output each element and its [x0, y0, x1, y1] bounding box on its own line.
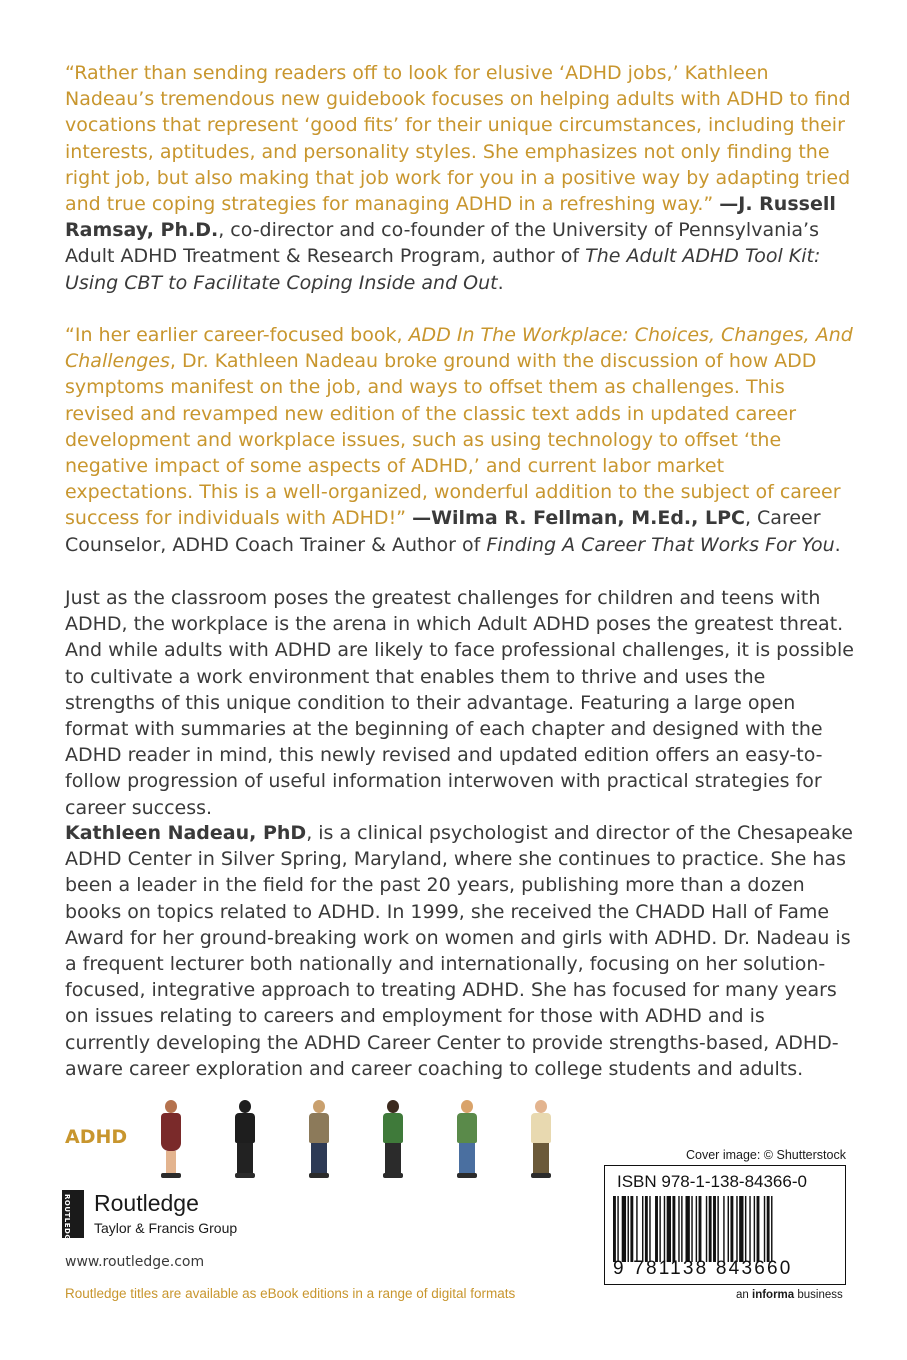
routledge-logo: [62, 1190, 262, 1246]
barcode-bar: [681, 1196, 682, 1262]
barcode-number: 9 781138 843660: [613, 1258, 793, 1279]
barcode-bar: [754, 1196, 755, 1262]
category-label: ADHD: [65, 1126, 128, 1148]
barcode-bar: [636, 1196, 637, 1262]
barcode-bar: [617, 1196, 618, 1262]
barcode-bar: [667, 1196, 671, 1262]
barcode-bar: [739, 1196, 743, 1262]
quote-affiliation: , co-director and co-founder of the University of Pennsylvania’s Adult ADHD Treatment & Research Program, author of: [65, 219, 819, 268]
barcode-bar: [767, 1196, 770, 1262]
author-bio: [65, 820, 855, 1082]
barcode-bar: [678, 1196, 679, 1262]
person-figure: [306, 1100, 332, 1180]
barcode-bar: [706, 1196, 707, 1262]
informa-note: an informa business: [736, 1289, 843, 1301]
barcode-bar: [672, 1196, 675, 1262]
barcode-bar: [628, 1196, 629, 1262]
barcode-bar: [723, 1196, 724, 1262]
isbn-barcode: [604, 1165, 846, 1285]
publisher-group: Taylor & Francis Group: [94, 1220, 238, 1236]
quote-book-title: Finding A Career That Works For You: [486, 533, 835, 556]
quote-earlier-book: ADD In The Workplace: Choices, Changes, And Challenges: [65, 324, 853, 373]
barcode-bar: [642, 1196, 643, 1262]
review-quote-ramsay: “Rather than sending readers off to look for elusive ‘ADHD jobs,’ Kathleen Nadeau’s tremendous new guidebook focuses on helping adults with ADHD to find vocations that represent ‘good fits’ for their unique circumstances, including their interests, aptitudes, and personality styles. She emphasizes not only finding the right job, but also making that job work for you in a positive way by adapting tried and true coping strategies for managing ADHD in a refreshing way.” —J. Russell Ramsay, Ph.D., co-director and co-founder of the University of Pennsylvania’s Adult ADHD Treatment & Research Program, author of The Adult ADHD Tool Kit: Using CBT to Facilitate Coping Inside and Out.: [65, 62, 851, 294]
barcode-bars: [611, 1196, 839, 1262]
barcode-bar: [613, 1196, 616, 1262]
ebook-note: Routledge titles are available as eBook editions in a range of digital formats: [65, 1286, 516, 1301]
barcode-bar: [757, 1196, 760, 1262]
barcode-bar: [664, 1196, 665, 1262]
barcode-bar: [686, 1196, 690, 1262]
barcode-bar: [736, 1196, 737, 1262]
barcode-bar: [764, 1196, 765, 1262]
isbn-label: ISBN 978-1-138-84366-0: [617, 1172, 807, 1191]
publisher-url: www.routledge.com: [65, 1254, 205, 1270]
barcode-bar: [745, 1196, 746, 1262]
person-figure: [454, 1100, 480, 1180]
book-description: Just as the classroom poses the greatest challenges for children and teens with ADHD, the workplace is the arena in which Adult ADHD poses the greatest threat. And while adults with ADHD are likely to face professional challenges, it is possible to cultivate a work environment that enables them to thrive and uses the strengths of this unique condition to their advantage. Featuring a large open format with summaries at the beginning of each chapter and designed with the ADHD reader in mind, this newly revised and updated edition offers an easy-to-follow progression of useful information interwoven with practical strategies for career success.: [65, 587, 854, 819]
barcode-bar: [645, 1196, 648, 1262]
quote-book-title: The Adult ADHD Tool Kit: Using CBT to Facilitate Coping Inside and Out: [65, 245, 821, 294]
quote-affiliation: , Career Counselor, ADHD Coach Trainer & Author of: [65, 507, 821, 556]
publisher-name: Routledge: [94, 1190, 199, 1216]
quote-attribution: —Wilma R. Fellman, M.Ed., LPC: [412, 507, 745, 530]
review-quote-fellman: “In her earlier career-focused book, ADD In The Workplace: Choices, Changes, And Challenges, Dr. Kathleen Nadeau broke ground with the discussion of how ADD symptoms manifest on the job, and ways to offset them as challenges. This revised and revamped new edition of the classic text adds in updated career development and workplace issues, such as using technology to offset ‘the negative impact of some aspects of ADHD,’ and current labor market expectations. This is a well-organized, wonderful addition to the subject of career success for individuals with ADHD!” —Wilma R. Fellman, M.Ed., LPC, Career Counselor, ADHD Coach Trainer & Author of Finding A Career That Works For You.: [65, 324, 853, 556]
barcode-bar: [728, 1196, 729, 1262]
person-figure: [380, 1100, 406, 1180]
barcode-bar: [771, 1196, 772, 1262]
person-figure: [232, 1100, 258, 1180]
barcode-bar: [630, 1196, 633, 1262]
author-bio-text: , is a clinical psychologist and director of the Chesapeake ADHD Center in Silver Spring, Maryland, where she continues to practice. She has been a leader in the field for the past 20 years, publishing more than a dozen books on topics related to ADHD. In 1999, she received the CHADD Hall of Fame Award for her ground-breaking work on women and girls with ADHD. Dr. Nadeau is a frequent lecturer both nationally and internationally, focusing on her solution-focused, integrative approach to treating ADHD. She has focused for many years on issues relating to careers and employment for those with ADHD and is currently developing the ADHD Career Center to provide strengths-based, ADHD-aware career exploration and career coaching to college students and adults.: [65, 822, 853, 1080]
routledge-logo-mark: ROUTLEDGE: [62, 1190, 84, 1238]
cover-image-credit: Cover image: © Shutterstock: [686, 1148, 846, 1162]
person-figure: [158, 1100, 184, 1180]
people-illustration: [150, 1100, 570, 1180]
person-figure: [528, 1100, 554, 1180]
quote-text: “Rather than sending readers off to look for elusive ‘ADHD jobs,’ Kathleen Nadeau’s tremendous new guidebook focuses on helping adults with ADHD to find vocations that represent ‘good fits’ for their unique circumstances, including their interests, aptitudes, and personality styles. She emphasizes not only finding the right job, but also making that job work for you in a positive way by adapting tried and true coping strategies for managing ADHD in a refreshing way.”: [65, 62, 851, 216]
quote-lead: “In her earlier career-focused book,: [65, 324, 409, 346]
barcode-bar: [699, 1196, 702, 1262]
barcode-bar: [730, 1196, 733, 1262]
quote-attribution: —J. Russell Ramsay, Ph.D.: [65, 193, 836, 242]
barcode-bar: [649, 1196, 650, 1262]
barcode-bar: [622, 1196, 626, 1262]
barcode-bar: [749, 1196, 750, 1262]
barcode-bar: [655, 1196, 658, 1262]
barcode-bar: [696, 1196, 697, 1262]
barcode-bar: [659, 1196, 660, 1262]
barcode-bar: [691, 1196, 692, 1262]
quote-text: , Dr. Kathleen Nadeau broke ground with the discussion of how ADD symptoms manifest on the job, and ways to offset them as challenges. This revised and revamped new edition of the classic text adds in updated career development and workplace issues, such as using technology to offset ‘the negative impact of some aspects of ADHD,’ and current labor market expectations. This is a well-organized, wonderful addition to the subject of career success for individuals with ADHD!”: [65, 350, 841, 530]
barcode-bar: [717, 1196, 718, 1262]
barcode-bar: [709, 1196, 712, 1262]
author-name: Kathleen Nadeau, PhD: [65, 822, 307, 844]
barcode-bar: [713, 1196, 716, 1262]
